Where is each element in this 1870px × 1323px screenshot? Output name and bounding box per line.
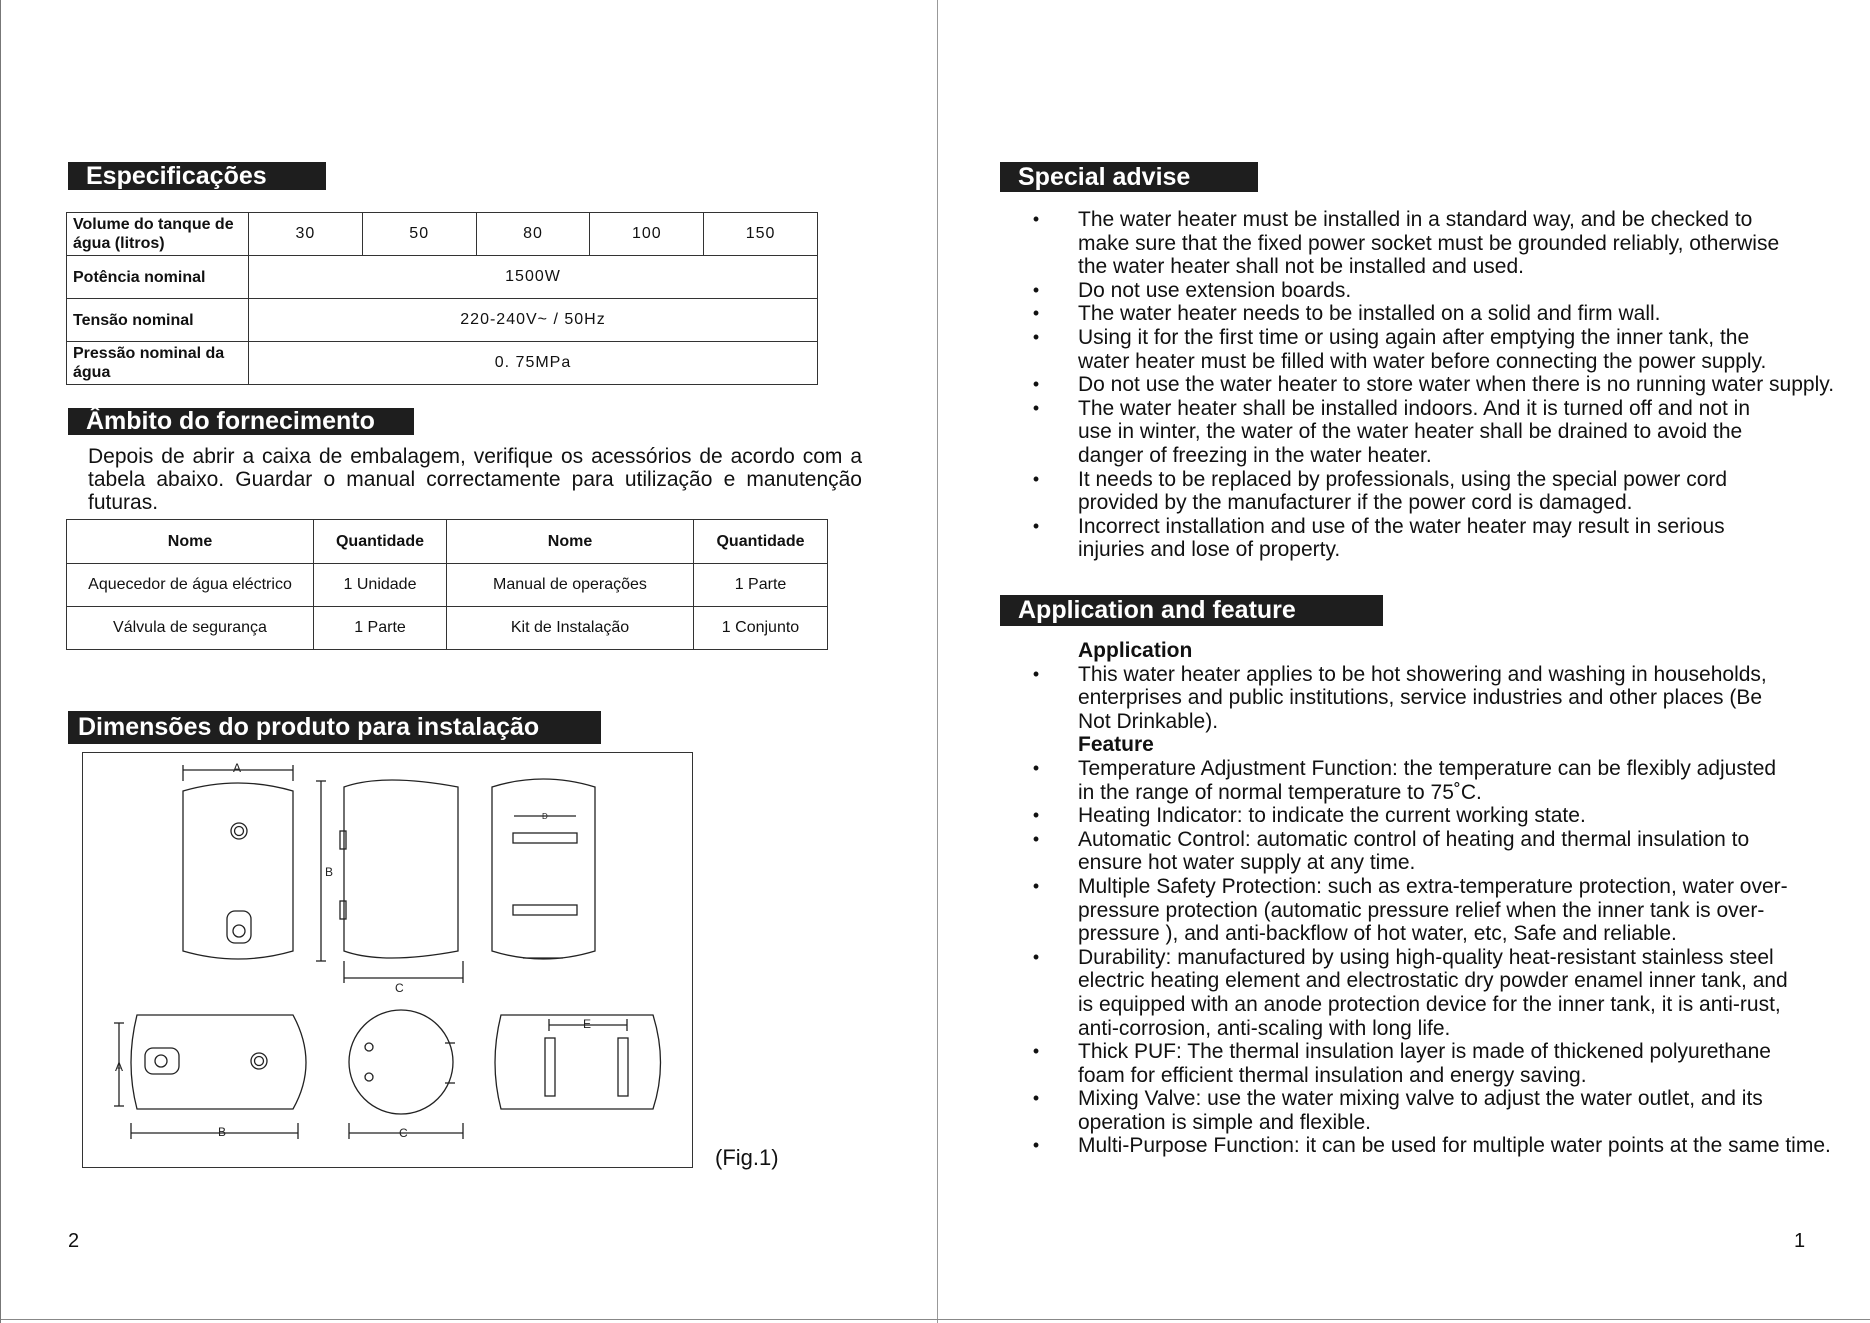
figure-caption: (Fig.1) <box>715 1145 779 1170</box>
bullet-icon: • <box>1032 663 1040 684</box>
bullet-icon: • <box>1032 1135 1040 1156</box>
spec-section-title: Especificações <box>68 162 326 190</box>
feature-heading: Feature <box>1078 733 1154 757</box>
bullet-icon: • <box>1032 1088 1040 1109</box>
application-section-title: Application and feature <box>1000 595 1383 626</box>
supply-cell: 1 Conjunto <box>694 607 828 650</box>
supply-cell: Kit de Instalação <box>447 607 694 650</box>
back-view-horizontal <box>495 1015 661 1109</box>
bullet-icon: • <box>1032 468 1040 489</box>
right-page <box>938 0 1870 1323</box>
supply-header: Nome <box>447 520 694 564</box>
supply-section-title: Âmbito do fornecimento <box>68 408 414 435</box>
side-view-horizontal <box>349 1010 463 1140</box>
list-item: • Multi-Purpose Function: it can be used for multiple water points at the same time. <box>1026 1134 1796 1158</box>
advise-list <box>1026 208 1835 562</box>
bullet-icon: • <box>1032 397 1040 418</box>
supply-header-row <box>67 520 828 564</box>
table-row <box>67 607 828 650</box>
list-item: • Temperature Adjustment Function: the temperature can be flexibly adjusted in the range of normal temperature to 75˚C. <box>1026 757 1796 804</box>
bullet-icon: • <box>1032 326 1040 347</box>
supply-paragraph: Depois de abrir a caixa de embalagem, verifique os acessórios de acordo com a tabela abaixo. Guardar o manual correctamente para utilização e manutenção futuras. <box>88 445 862 514</box>
front-view-horizontal <box>114 1015 306 1139</box>
dim-label-e: E <box>583 1017 592 1031</box>
supply-cell: Válvula de segurança <box>67 607 314 650</box>
application-heading: Application <box>1078 639 1193 662</box>
bullet-icon: • <box>1032 279 1040 300</box>
spec-cell: 80 <box>476 213 590 256</box>
list-item: • It needs to be replaced by professionals, using the special power cord provided by the manufacturer if the power cord is damaged. <box>1026 468 1786 515</box>
supply-cell: 1 Parte <box>694 564 828 607</box>
bullet-icon: • <box>1032 209 1040 229</box>
dim-label-c: C <box>395 981 404 995</box>
dimensions-figure <box>82 752 693 1168</box>
list-item: • Do not use the water heater to store water when there is no running water supply. <box>1026 373 1786 397</box>
spec-label: Pressão nominal da água <box>67 342 249 385</box>
spec-row-volume <box>67 213 818 256</box>
spec-cell: 0. 75MPa <box>249 342 818 385</box>
bullet-icon: • <box>1032 828 1040 849</box>
dim-label-c-horizontal: C <box>399 1126 408 1140</box>
dim-label-a: A <box>233 761 242 775</box>
dim-label-a-horizontal: A <box>115 1060 124 1074</box>
spec-cell: 50 <box>362 213 476 256</box>
list-item: • Thick PUF: The thermal insulation layer is made of thickened polyurethane foam for efficient thermal insulation and energy saving. <box>1026 1040 1796 1087</box>
spec-label: Tensão nominal <box>67 299 249 342</box>
bullet-icon: • <box>1032 515 1040 536</box>
supply-header: Quantidade <box>314 520 447 564</box>
dim-label-b: B <box>325 865 334 879</box>
bullet-icon: • <box>1032 374 1040 395</box>
list-item: • Do not use extension boards. <box>1026 279 1786 303</box>
dimensions-section-title: Dimensões do produto para instalação <box>68 711 601 744</box>
spec-row-pressure <box>67 342 818 385</box>
supply-table <box>66 519 828 650</box>
list-item: • Durability: manufactured by using high-quality heat-resistant stainless steel electric heating element and electrostatic dry powder enamel inner tank, and is equipped with an anode protection device for the inner tank, it is anti-rust, anti-corrosion, anti-scaling with long life. <box>1026 946 1796 1040</box>
bullet-icon: • <box>1032 1041 1040 1062</box>
dim-label-d: D <box>542 812 548 821</box>
list-item: • Incorrect installation and use of the water heater may result in serious injuries and lose of property. <box>1026 515 1786 562</box>
back-view-vertical <box>492 779 595 959</box>
bullet-icon: • <box>1032 757 1040 778</box>
water-heater-dimension-diagram <box>83 753 694 1169</box>
list-item: • Heating Indicator: to indicate the current working state. <box>1026 804 1796 828</box>
page-number-right: 1 <box>1794 1230 1806 1252</box>
page-number-left: 2 <box>68 1230 80 1252</box>
advise-section-title: Special advise <box>1000 162 1258 192</box>
table-row <box>67 564 828 607</box>
dim-label-b-horizontal: B <box>218 1125 227 1139</box>
supply-cell: 1 Parte <box>314 607 447 650</box>
spec-row-voltage <box>67 299 818 342</box>
list-item: • This water heater applies to be hot showering and washing in households, enterprises and public institutions, service industries and other places (Be Not Drinkable). <box>1026 663 1796 734</box>
spec-cell: 220-240V~ / 50Hz <box>249 299 818 342</box>
list-item: • Automatic Control: automatic control of heating and thermal insulation to ensure hot water supply at any time. <box>1026 828 1796 875</box>
spec-cell: 150 <box>704 213 818 256</box>
bullet-icon: • <box>1032 875 1040 896</box>
supply-header: Quantidade <box>694 520 828 564</box>
side-view-vertical <box>316 780 463 995</box>
bullet-icon: • <box>1032 303 1040 324</box>
spec-table <box>66 212 818 385</box>
list-item: • The water heater needs to be installed on a solid and firm wall. <box>1026 302 1786 326</box>
list-item: • Using it for the first time or using again after emptying the inner tank, the water heater must be filled with water before connecting the power supply. <box>1026 326 1786 373</box>
supply-cell: 1 Unidade <box>314 564 447 607</box>
spec-cell: 1500W <box>249 256 818 299</box>
list-item: • The water heater shall be installed indoors. And it is turned off and not in use in winter, the water of the water heater shall be drained to avoid the danger of freezing in the water heater. <box>1026 397 1786 468</box>
spec-label: Volume do tanque de água (litros) <box>67 213 249 256</box>
list-item: • Multiple Safety Protection: such as extra-temperature protection, water over-pressure protection (automatic pressure relief when the inner tank is over-pressure ), and anti-backflow of hot water, etc, Safe and reliable. <box>1026 875 1796 946</box>
bullet-icon: • <box>1032 805 1040 826</box>
application-list <box>1026 639 1831 1158</box>
front-view-vertical <box>183 761 293 959</box>
list-item: • Mixing Valve: use the water mixing valve to adjust the water outlet, and its operation is simple and flexible. <box>1026 1087 1796 1134</box>
list-item: • The water heater must be installed in a standard way, and be checked to make sure that the fixed power socket must be grounded reliably, otherwise the water heater shall not be installed and used. <box>1026 208 1786 279</box>
spec-row-power <box>67 256 818 299</box>
supply-cell: Aquecedor de água eléctrico <box>67 564 314 607</box>
supply-cell: Manual de operações <box>447 564 694 607</box>
spec-label: Potência nominal <box>67 256 249 299</box>
supply-header: Nome <box>67 520 314 564</box>
spec-cell: 100 <box>590 213 704 256</box>
spec-cell: 30 <box>249 213 363 256</box>
bullet-icon: • <box>1032 946 1040 967</box>
